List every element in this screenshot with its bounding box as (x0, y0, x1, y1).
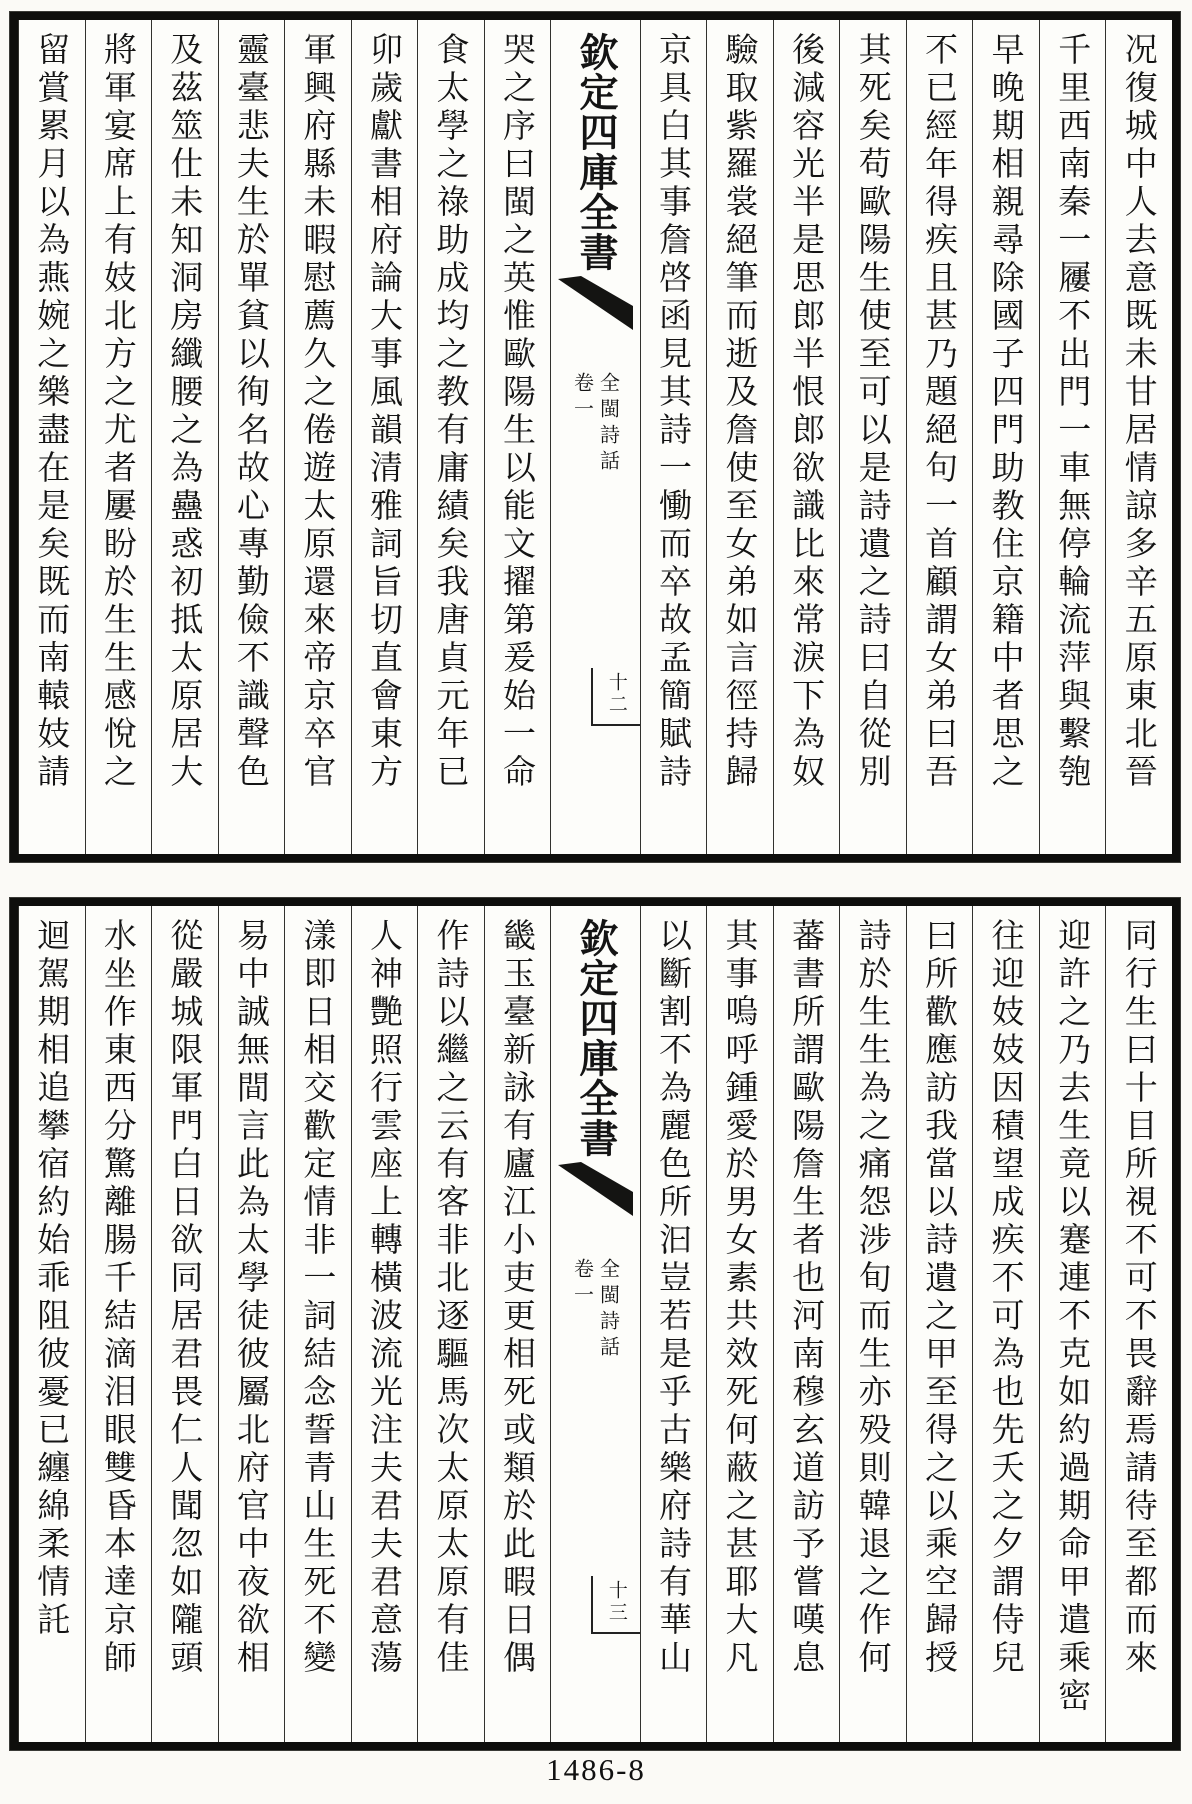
text-column (706, 906, 773, 1742)
text-column (417, 20, 484, 854)
column-text: 驗取紫羅裳絕筆而逝及詹使至女弟如言徑持歸 (720, 32, 760, 792)
text-column (640, 906, 707, 1742)
column-text: 同行生曰十目所視不可不畏辭焉請待至都而來 (1119, 918, 1159, 1678)
column-text: 卯歲獻書相府論大事風韻清雅詞旨切直會東方 (364, 32, 404, 792)
folio-number: 十三 (605, 1580, 628, 1624)
column-text: 不已經年得疾且甚乃題絕句一首顧謂女弟曰吾 (920, 32, 960, 792)
text-column (773, 906, 840, 1742)
text-column (706, 20, 773, 854)
column-text: 後減容光半是思郎半恨郎欲識比來常淚下為奴 (787, 32, 827, 792)
top-leaf-columns (18, 20, 1172, 854)
column-text: 將軍宴席上有妓北方之尤者屢盼於生生感悅之 (98, 32, 138, 792)
top-half-leaf (10, 12, 1180, 862)
column-text: 及茲筮仕未知洞房纖腰之為蠱惑初抵太原居大 (165, 32, 205, 792)
text-column (284, 906, 351, 1742)
text-column (484, 906, 551, 1742)
column-text: 其事嗚呼鍾愛於男女素共效死何蔽之甚耶大凡 (720, 918, 760, 1678)
text-column (839, 20, 906, 854)
text-column (18, 20, 85, 854)
fishtail-mark-icon (557, 276, 635, 332)
text-column (640, 20, 707, 854)
text-column (839, 906, 906, 1742)
column-text: 靈臺悲夫生於單貧以徇名故心專勤儉不識聲色 (231, 32, 271, 792)
bottom-leaf-columns (18, 906, 1172, 1742)
column-text: 蕃書所謂歐陽詹生者也河南穆玄道訪予嘗嘆息 (787, 918, 827, 1678)
column-text: 其死矣苟歐陽生使至可以是詩遺之詩曰自從別 (853, 32, 893, 792)
text-column (906, 906, 973, 1742)
column-text: 詩於生生為之痛怨涉旬而生亦殁則韓退之作何 (853, 918, 893, 1678)
text-column (1039, 906, 1106, 1742)
text-column (972, 906, 1039, 1742)
column-text: 以斷割不為麗色所汩豈若是乎古樂府詩有華山 (654, 918, 694, 1678)
text-column (85, 906, 152, 1742)
column-text: 留賞累月以為燕婉之樂盡在是矣既而南轅妓請 (32, 32, 72, 792)
folio-box (551, 668, 639, 726)
text-column (351, 20, 418, 854)
text-column (417, 906, 484, 1742)
column-text: 迎許之乃去生竟以蹇連不克如約過期命甲遣乘密 (1053, 918, 1093, 1716)
text-column (972, 20, 1039, 854)
text-column (151, 906, 218, 1742)
bottom-center-title-column (550, 906, 639, 1742)
column-text: 從嚴城限軍門白日欲同居君畏仁人聞忽如隴頭 (165, 918, 205, 1678)
column-text: 作詩以繼之云有客非北逐驅馬次太原太原有佳 (431, 918, 471, 1678)
bottom-half-leaf (10, 898, 1180, 1750)
text-column (284, 20, 351, 854)
column-text: 京具白其事詹啓函見其詩一慟而卒故孟簡賦詩 (654, 32, 694, 792)
column-text: 哭之序曰閩之英惟歐陽生以能文擢第爰始一命 (498, 32, 538, 792)
series-title: 欽定四庫全書 (573, 32, 620, 272)
juan-label: 卷一 (570, 372, 595, 424)
text-column (18, 906, 85, 1742)
column-text: 曰所歡應訪我當以詩遺之甲至得之以乘空歸授 (920, 918, 960, 1678)
column-text: 千里西南秦一屨不出門一車無停輪流萍與繫匏 (1053, 32, 1093, 792)
column-text: 食太學之祿助成均之教有庸績矣我唐貞元年已 (431, 32, 471, 792)
column-text: 水坐作東西分驚離腸千結滴泪眼雙昏本達京師 (98, 918, 138, 1678)
column-text: 况復城中人去意既未甘居情諒多辛五原東北晉 (1119, 32, 1159, 792)
folio-number: 十二 (605, 672, 628, 716)
text-column (484, 20, 551, 854)
column-text: 人神艷照行雲座上轉橫波流光注夫君夫君意蕩 (364, 918, 404, 1678)
fishtail-mark-icon (557, 1162, 635, 1218)
column-text: 軍興府縣未暇慰薦久之倦遊太原還來帝京卒官 (298, 32, 338, 792)
text-column (351, 906, 418, 1742)
text-column (85, 20, 152, 854)
juan-label: 卷一 (570, 1258, 595, 1310)
column-text: 畿玉臺新詠有廬江小吏更相死或類於此暇日偶 (498, 918, 538, 1678)
top-center-title-column (550, 20, 639, 854)
text-column (1105, 906, 1172, 1742)
book-title: 全閩詩話 (596, 1258, 621, 1362)
text-column (1105, 20, 1172, 854)
folio-cell (591, 1576, 640, 1634)
series-title: 欽定四庫全書 (573, 918, 620, 1158)
text-column (151, 20, 218, 854)
text-column (773, 20, 840, 854)
column-text: 早晚期相親尋除國子四門助教住京籍中者思之 (986, 32, 1026, 792)
print-page-number: 1486-8 (546, 1752, 646, 1787)
text-column (1039, 20, 1106, 854)
column-text: 漾即日相交歡定情非一詞結念誓青山生死不變 (298, 918, 338, 1678)
column-text: 迴駕期相追攀宿約始乖阻彼憂已纏綿柔情託 (32, 918, 72, 1640)
column-text: 易中誠無間言此為太學徒彼屬北府官中夜欲相 (231, 918, 271, 1678)
text-column (906, 20, 973, 854)
column-text: 往迎妓妓因積望成疾不可為也先夭之夕謂侍兒 (986, 918, 1026, 1678)
folio-cell (591, 668, 640, 726)
book-title-group (551, 372, 639, 476)
book-title: 全閩詩話 (596, 372, 621, 476)
text-column (218, 20, 285, 854)
text-column (218, 906, 285, 1742)
book-title-group (551, 1258, 639, 1362)
folio-box (551, 1576, 639, 1634)
